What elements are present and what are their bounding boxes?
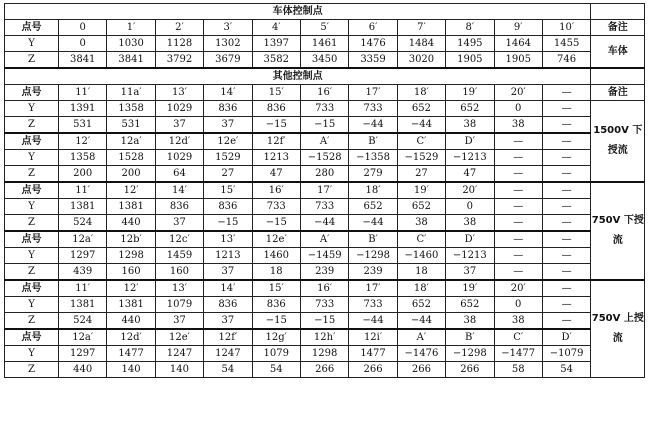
z-label: Z [5,362,59,378]
point-cell: 12e′ [204,133,252,150]
car-y: 1030 [107,36,155,52]
z-cell: 440 [107,313,155,330]
point-cell: 19′ [397,182,445,199]
y-cell: 652 [349,199,397,215]
y-cell: — [542,248,590,264]
y-cell: −1477 [494,346,542,362]
y-cell: 1391 [59,101,107,117]
y-cell: 1477 [107,346,155,362]
z-cell: 64 [155,166,203,183]
z-cell: 524 [59,215,107,232]
point-cell: 12b′ [107,231,155,248]
z-cell: 239 [300,264,348,281]
point-cell: 16′ [300,280,348,297]
y-cell: 836 [252,297,300,313]
y-cell: 1358 [59,150,107,166]
y-cell: 836 [204,101,252,117]
y-cell: 652 [446,297,494,313]
point-cell: 13′ [204,231,252,248]
z-cell: — [542,313,590,330]
point-cell: 12f′ [252,133,300,150]
point-cell: 15′ [204,182,252,199]
point-cell: 20′ [494,280,542,297]
car-point: 0 [59,20,107,36]
point-cell: 12′ [107,280,155,297]
car-point: 9′ [494,20,542,36]
y-cell: 652 [397,297,445,313]
car-y: 1484 [397,36,445,52]
point-label: 点号 [5,182,59,199]
point-cell: 18′ [349,182,397,199]
y-cell: −1213 [446,248,494,264]
group-2-block-1-y-row [5,346,645,362]
point-cell: — [542,133,590,150]
y-cell: 1298 [107,248,155,264]
z-cell: 37 [204,117,252,134]
y-cell: — [542,101,590,117]
y-cell: 1079 [252,346,300,362]
car-z: 3359 [349,52,397,69]
z-cell: 140 [155,362,203,378]
z-cell: 439 [59,264,107,281]
z-cell: 27 [397,166,445,183]
z-cell: 279 [349,166,397,183]
car-y: 1464 [494,36,542,52]
car-z: 3450 [300,52,348,69]
z-cell: — [542,264,590,281]
point-cell: 14′ [204,85,252,101]
note-header: 备注 [591,20,645,36]
car-z: 3841 [107,52,155,69]
point-cell: 20′ [494,85,542,101]
z-cell: 38 [446,313,494,330]
point-cell: 16′ [300,85,348,101]
point-cell: — [494,231,542,248]
point-cell: 12d′ [107,329,155,346]
z-cell: 58 [494,362,542,378]
car-y: 1476 [349,36,397,52]
point-cell: 19′ [446,85,494,101]
z-cell: 160 [107,264,155,281]
point-label: 点号 [5,280,59,297]
y-cell: −1476 [397,346,445,362]
z-cell: — [542,117,590,134]
car-y-row [5,36,645,52]
z-cell: 37 [204,264,252,281]
y-label: Y [5,101,59,117]
group-0-block-0-points-row [5,85,645,101]
point-cell: — [494,182,542,199]
car-point: 4′ [252,20,300,36]
group-1-block-0-points-row [5,182,645,199]
point-cell: 11a′ [107,85,155,101]
y-cell: 1459 [155,248,203,264]
z-cell: 440 [107,215,155,232]
z-cell: 266 [446,362,494,378]
z-cell: 37 [155,117,203,134]
point-cell: 18′ [397,85,445,101]
car-point: 5′ [300,20,348,36]
z-cell: −15 [252,117,300,134]
z-cell: 18 [252,264,300,281]
y-cell: 1079 [155,297,203,313]
z-cell: 37 [155,313,203,330]
y-cell: 836 [204,199,252,215]
y-cell: 733 [349,297,397,313]
y-cell: 836 [252,101,300,117]
y-cell: −1529 [397,150,445,166]
z-label: Z [5,264,59,281]
y-cell: 1358 [107,101,155,117]
note-header: 备注 [591,85,645,101]
z-label: Z [5,52,59,69]
y-cell: 733 [252,199,300,215]
point-cell: D′ [542,329,590,346]
point-cell: — [542,182,590,199]
z-cell: −44 [397,117,445,134]
z-cell: 37 [155,215,203,232]
car-section-title: 车体控制点 [5,4,591,20]
z-cell: 54 [252,362,300,378]
point-cell: — [542,280,590,297]
point-cell: B′ [446,329,494,346]
point-cell: 12′ [107,182,155,199]
z-cell: — [542,215,590,232]
z-cell: — [542,166,590,183]
car-z: 3582 [252,52,300,69]
group-note: 1500V 下授流 [591,101,645,183]
point-cell: 20′ [446,182,494,199]
point-label: 点号 [5,231,59,248]
point-cell: 12a′ [59,329,107,346]
y-cell: 1381 [107,199,155,215]
z-cell: 27 [204,166,252,183]
point-cell: 16′ [252,182,300,199]
car-point: 3′ [204,20,252,36]
point-cell: 12e′ [252,231,300,248]
group-2-block-0-y-row [5,297,645,313]
car-y: 1461 [300,36,348,52]
point-cell: — [542,231,590,248]
car-z: 3679 [204,52,252,69]
z-cell: −15 [252,215,300,232]
y-label: Y [5,346,59,362]
y-cell: 1247 [155,346,203,362]
car-point: 2′ [155,20,203,36]
point-cell: — [494,133,542,150]
car-z: 3841 [59,52,107,69]
point-label: 点号 [5,85,59,101]
point-cell: 12h′ [300,329,348,346]
y-cell: — [542,199,590,215]
y-cell: 1381 [59,199,107,215]
y-cell: 1381 [59,297,107,313]
z-label: Z [5,215,59,232]
y-cell: 652 [397,101,445,117]
point-cell: 13′ [155,85,203,101]
point-cell: 14′ [204,280,252,297]
y-cell: −1298 [349,248,397,264]
point-label: 点号 [5,20,59,36]
z-label: Z [5,313,59,330]
z-cell: 37 [204,313,252,330]
car-y: 1128 [155,36,203,52]
z-label: Z [5,117,59,134]
group-0-block-1-z-row [5,166,645,183]
car-point: 7′ [397,20,445,36]
z-cell: 239 [349,264,397,281]
z-cell: 47 [446,166,494,183]
point-cell: C′ [397,231,445,248]
z-cell: −44 [349,215,397,232]
y-cell: 1213 [252,150,300,166]
blank-cell [591,4,645,20]
z-cell: −15 [300,117,348,134]
y-cell: 1029 [155,101,203,117]
point-cell: A′ [300,133,348,150]
blank-cell [591,68,645,85]
y-cell: 1529 [204,150,252,166]
car-y: 0 [59,36,107,52]
point-cell: 11′ [59,182,107,199]
group-0-block-0-z-row [5,117,645,134]
point-cell: A′ [300,231,348,248]
y-cell: −1460 [397,248,445,264]
y-label: Y [5,199,59,215]
y-cell: 836 [155,199,203,215]
point-cell: 18′ [397,280,445,297]
point-cell: A′ [397,329,445,346]
group-1-block-0-y-row [5,199,645,215]
y-cell: 733 [300,297,348,313]
z-cell: −44 [349,313,397,330]
z-cell: −44 [349,117,397,134]
z-cell: 266 [397,362,445,378]
z-cell: −44 [397,313,445,330]
point-label: 点号 [5,133,59,150]
group-0-block-1-points-row [5,133,645,150]
other-section-title-row [5,68,645,85]
z-cell: −44 [300,215,348,232]
car-point: 1′ [107,20,155,36]
z-cell: 140 [107,362,155,378]
group-2-block-1-z-row [5,362,645,378]
point-cell: 12i′ [349,329,397,346]
y-cell: 1297 [59,346,107,362]
y-cell: — [494,150,542,166]
car-y: 1455 [542,36,590,52]
y-cell: −1079 [542,346,590,362]
point-cell: 12e′ [155,329,203,346]
group-1-block-1-points-row [5,231,645,248]
point-cell: 12′ [59,133,107,150]
point-label: 点号 [5,329,59,346]
z-cell: −15 [204,215,252,232]
group-note: 750V 上授流 [591,280,645,378]
y-cell: 1460 [252,248,300,264]
point-cell: 14′ [155,182,203,199]
y-cell: 1298 [300,346,348,362]
control-points-table [4,3,645,378]
z-cell: 266 [300,362,348,378]
car-z: 746 [542,52,590,69]
point-cell: C′ [397,133,445,150]
z-cell: 54 [542,362,590,378]
point-cell: — [542,85,590,101]
y-cell: 652 [446,101,494,117]
point-cell: 12d′ [155,133,203,150]
point-cell: D′ [446,231,494,248]
car-note: 车体 [591,36,645,69]
y-cell: — [494,248,542,264]
y-cell: 733 [349,101,397,117]
z-cell: −15 [252,313,300,330]
z-cell: 47 [252,166,300,183]
point-cell: 19′ [446,280,494,297]
car-z: 1905 [494,52,542,69]
y-label: Y [5,36,59,52]
y-cell: — [542,150,590,166]
y-cell: 0 [494,101,542,117]
point-cell: B′ [349,231,397,248]
y-cell: 1528 [107,150,155,166]
group-2-block-1-points-row [5,329,645,346]
z-cell: 531 [59,117,107,134]
point-cell: 17′ [349,280,397,297]
y-cell: 1297 [59,248,107,264]
group-2-block-0-points-row [5,280,645,297]
point-cell: 12f′ [204,329,252,346]
car-z-row [5,52,645,69]
point-cell: B′ [349,133,397,150]
point-cell: 13′ [155,280,203,297]
z-cell: 524 [59,313,107,330]
point-cell: C′ [494,329,542,346]
y-cell: — [542,297,590,313]
point-cell: 11′ [59,85,107,101]
y-cell: −1528 [300,150,348,166]
y-cell: 1029 [155,150,203,166]
y-cell: 1213 [204,248,252,264]
car-y: 1397 [252,36,300,52]
z-cell: 38 [494,117,542,134]
y-label: Y [5,297,59,313]
y-cell: 1381 [107,297,155,313]
z-cell: −15 [300,313,348,330]
z-cell: 440 [59,362,107,378]
y-cell: 1477 [349,346,397,362]
y-cell: — [494,199,542,215]
point-cell: 17′ [349,85,397,101]
z-cell: 280 [300,166,348,183]
z-cell: 38 [446,117,494,134]
point-cell: 11′ [59,280,107,297]
group-1-block-0-z-row [5,215,645,232]
z-cell: 18 [397,264,445,281]
group-2-block-0-z-row [5,313,645,330]
group-1-block-1-y-row [5,248,645,264]
y-label: Y [5,150,59,166]
z-label: Z [5,166,59,183]
z-cell: 160 [155,264,203,281]
point-cell: 17′ [300,182,348,199]
y-cell: −1459 [300,248,348,264]
car-points-row [5,20,645,36]
car-point: 6′ [349,20,397,36]
point-cell: 15′ [252,85,300,101]
group-0-block-0-y-row [5,101,645,117]
z-cell: 200 [59,166,107,183]
y-cell: 0 [446,199,494,215]
point-cell: 12a′ [59,231,107,248]
z-cell: 266 [349,362,397,378]
y-cell: −1213 [446,150,494,166]
z-cell: 38 [446,215,494,232]
z-cell: — [494,215,542,232]
z-cell: — [494,166,542,183]
y-cell: 652 [397,199,445,215]
point-cell: D′ [446,133,494,150]
car-section-title-row [5,4,645,20]
z-cell: 38 [494,313,542,330]
point-cell: 12a′ [107,133,155,150]
point-cell: 15′ [252,280,300,297]
car-z: 3020 [397,52,445,69]
z-cell: 54 [204,362,252,378]
y-cell: 733 [300,199,348,215]
car-z: 1905 [446,52,494,69]
z-cell: 200 [107,166,155,183]
z-cell: 531 [107,117,155,134]
point-cell: 12g′ [252,329,300,346]
other-section-title: 其他控制点 [5,68,591,85]
z-cell: 38 [397,215,445,232]
z-cell: — [494,264,542,281]
y-cell: −1358 [349,150,397,166]
y-cell: 0 [494,297,542,313]
point-cell: 12c′ [155,231,203,248]
y-cell: 1247 [204,346,252,362]
car-y: 1495 [446,36,494,52]
group-note: 750V 下授流 [591,182,645,280]
car-point: 8′ [446,20,494,36]
y-cell: 733 [300,101,348,117]
y-cell: 836 [204,297,252,313]
group-0-block-1-y-row [5,150,645,166]
y-label: Y [5,248,59,264]
group-1-block-1-z-row [5,264,645,281]
y-cell: −1298 [446,346,494,362]
car-y: 1302 [204,36,252,52]
z-cell: 37 [446,264,494,281]
car-point: 10′ [542,20,590,36]
car-z: 3792 [155,52,203,69]
